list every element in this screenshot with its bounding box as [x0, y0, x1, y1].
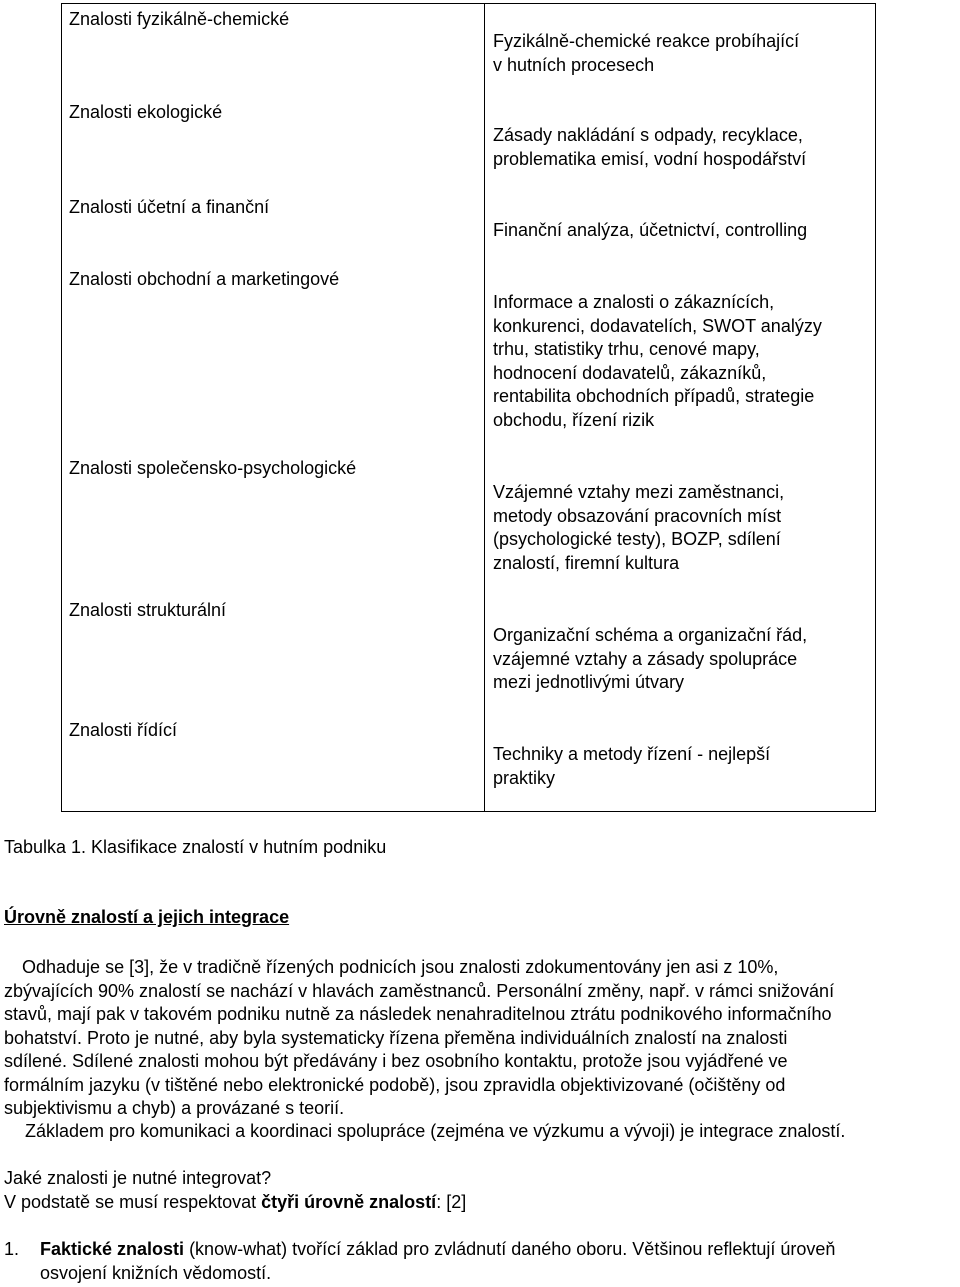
table-cell-category: Znalosti obchodní a marketingové — [69, 269, 340, 289]
table-cell-description: Zásady nakládání s odpady, recyklace, problematika emisí, vodní hospodářství — [493, 125, 807, 169]
table-cell-description: Finanční analýza, účetnictví, controlling — [493, 220, 808, 240]
list-item — [4, 1238, 19, 1262]
list-item-number: 1. — [4, 1239, 20, 1259]
table-cell-category: Znalosti účetní a finanční — [69, 197, 270, 217]
knowledge-table — [61, 3, 876, 812]
body-paragraph-integration: Základem pro komunikaci a koordinaci spolupráce (zejména ve výzkumu a vývoji) je integrace znalostí. — [25, 1121, 846, 1141]
list-item-text: Faktické znalosti (know-what) tvořící základ pro zvládnutí daného oboru. Většinou reflektují úroveň osvojení knižních vědomostí. — [40, 1239, 836, 1283]
table-cell-description: Vzájemné vztahy mezi zaměstnanci, metody obsazování pracovních míst (psychologické testy), BOZP, sdílení znalostí, firemní kultura — [493, 482, 785, 573]
table-caption: Tabulka 1. Klasifikace znalostí v hutním podniku — [4, 837, 387, 857]
table-cell-description: Fyzikálně-chemické reakce probíhající v hutních procesech — [493, 31, 800, 75]
table-cell-category: Znalosti řídící — [69, 720, 178, 740]
table-cell-description: Techniky a metody řízení - nejlepší praktiky — [493, 744, 771, 788]
body-paragraph: Odhaduje se [3], že v tradičně řízených podnicích jsou znalosti zdokumentovány jen asi z 10%, zbývajících 90% znalostí se nachází v hlavách zaměstnanců. Personální změny, např. v rámci snižování stavů, mají pak v takovém podniku nutně za následek nenahraditelnou ztrátu podnikového informačního bohatství. Proto je nutné, aby byla systematicky řízena přeměna individuálních znalostí na znalosti sdílené. Sdílené znalosti mohou být předávány i bez osobního kontaktu, protože jsou vyjádřené ve formálním jazyku (v tištěné nebo elektronické podobě), jsou zpravidla objektivizované (očištěny od subjektivismu a chyb) a provázané s teorií. — [4, 957, 835, 1118]
statement-line: V podstatě se musí respektovat čtyři úrovně znalostí: [2] — [4, 1192, 467, 1212]
table-cell-category: Znalosti strukturální — [69, 600, 227, 620]
table-cell-description: Organizační schéma a organizační řád, vzájemné vztahy a zásady spolupráce mezi jednotlivými útvary — [493, 625, 808, 692]
table-cell-category: Znalosti společensko-psychologické — [69, 458, 357, 478]
question-line: Jaké znalosti je nutné integrovat? — [4, 1168, 272, 1188]
table-cell-category: Znalosti ekologické — [69, 102, 223, 122]
table-cell-category: Znalosti fyzikálně-chemické — [69, 9, 290, 29]
table-column-divider — [484, 4, 485, 811]
table-cell-description: Informace a znalosti o zákaznících, konkurenci, dodavatelích, SWOT analýzy trhu, statistiky trhu, cenové mapy, hodnocení dodavatelů, zákazníků, rentabilita obchodních případů, strategie obchodu, řízení rizik — [493, 292, 822, 430]
section-heading: Úrovně znalostí a jejich integrace — [4, 907, 290, 927]
